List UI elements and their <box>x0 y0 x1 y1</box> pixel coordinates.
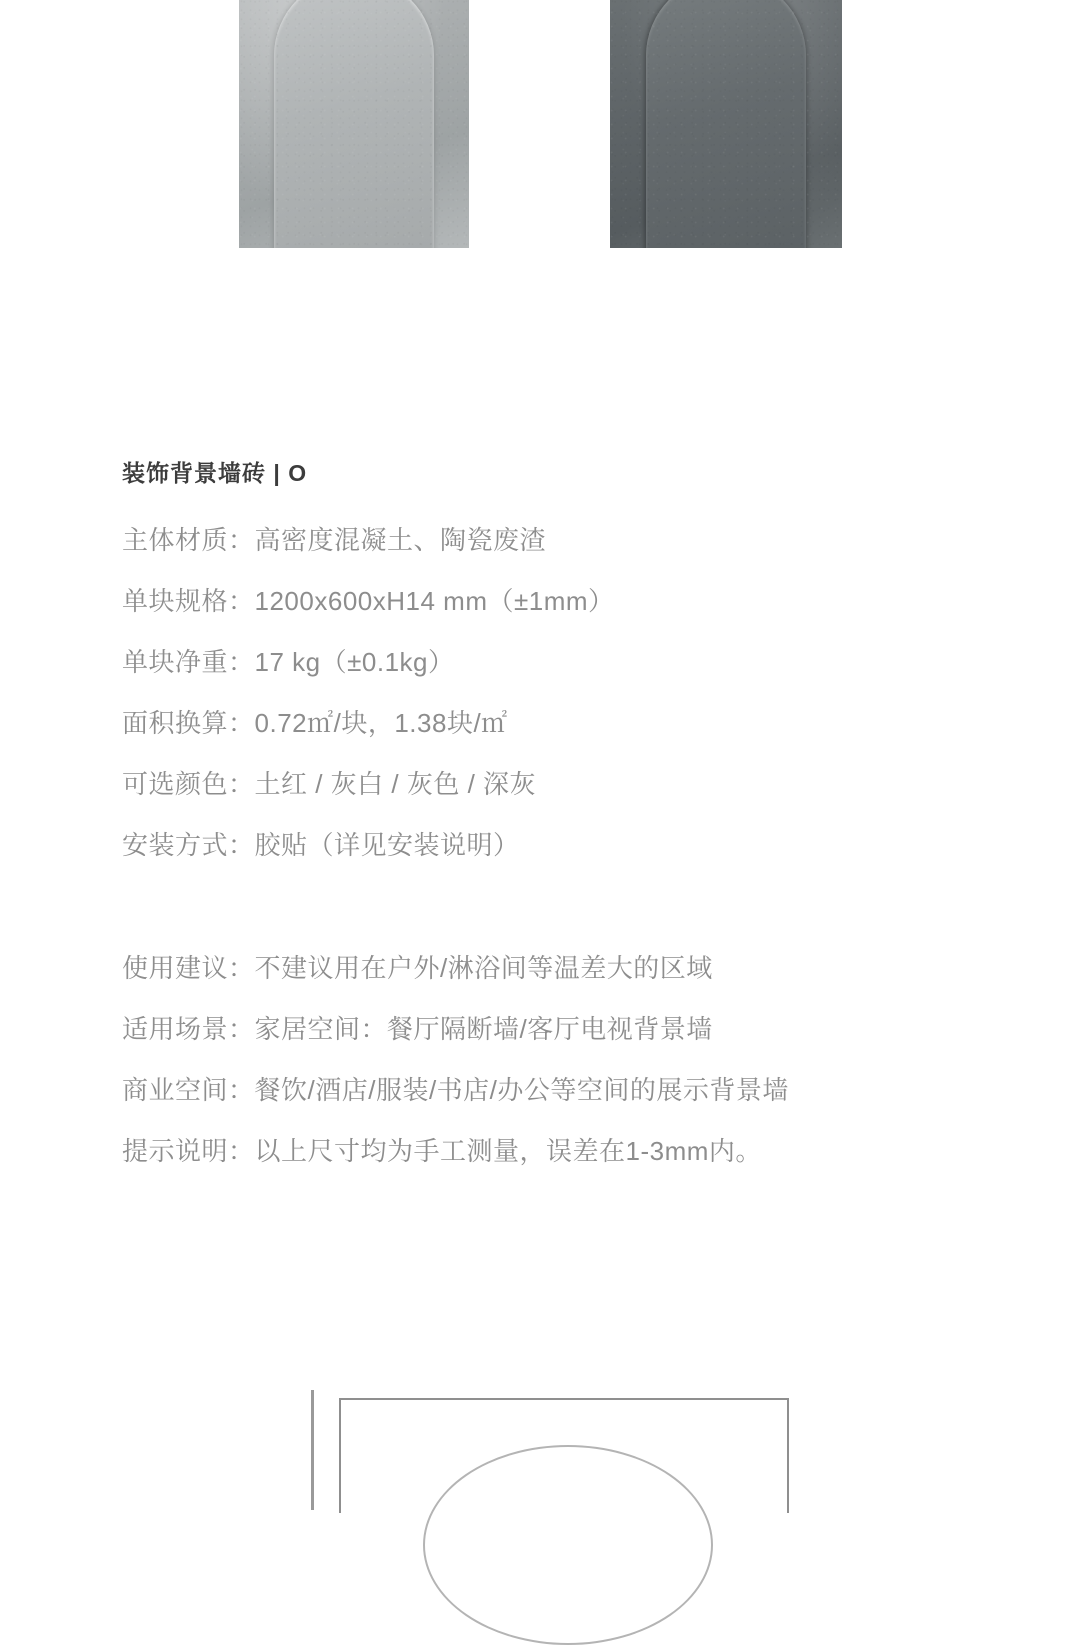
spec-label: 可选颜色： <box>122 769 255 799</box>
usage-value: 不建议用在户外/淋浴间等温差大的区域 <box>254 953 713 983</box>
spec-value: 胶贴（详见安装说明） <box>254 830 520 860</box>
spec-value: 1200x600xH14 mm（±1mm） <box>254 586 615 616</box>
usage-block <box>122 938 1062 1182</box>
usage-label: 适用场景： <box>122 1014 255 1044</box>
usage-value: 家居空间：餐厅隔断墙/客厅电视背景墙 <box>254 1014 713 1044</box>
tile-surface <box>610 0 842 248</box>
usage-row-home-scenes <box>122 999 1062 1060</box>
usage-row-commercial-scenes <box>122 1060 1062 1121</box>
usage-value: 以上尺寸均为手工测量，误差在1-3mm内。 <box>254 1136 762 1166</box>
usage-label: 商业空间： <box>122 1075 255 1105</box>
diagram-left-bracket <box>311 1390 314 1510</box>
spec-value: 17 kg（±0.1kg） <box>254 647 455 677</box>
usage-label: 使用建议： <box>122 953 255 983</box>
spec-value: 土红 / 灰白 / 灰色 / 深灰 <box>254 769 537 799</box>
product-image-gallery <box>0 0 1080 248</box>
spec-value: 高密度混凝土、陶瓷废渣 <box>254 525 547 555</box>
diagram-arch-curve <box>423 1445 713 1645</box>
spec-label: 主体材质： <box>122 525 255 555</box>
tile-surface <box>239 0 469 248</box>
spec-label: 单块规格： <box>122 586 255 616</box>
usage-row-note <box>122 1121 1062 1182</box>
spec-row-material <box>122 510 1022 571</box>
tile-profile-diagram <box>311 1390 791 1510</box>
spec-label: 单块净重： <box>122 647 255 677</box>
specification-block <box>122 455 1022 876</box>
usage-label: 提示说明： <box>122 1136 255 1166</box>
concrete-grain-texture <box>239 0 469 248</box>
spec-value: 0.72㎡/块，1.38块/㎡ <box>254 708 508 738</box>
usage-value: 餐饮/酒店/服装/书店/办公等空间的展示背景墙 <box>254 1075 789 1105</box>
spec-row-area <box>122 693 1022 754</box>
usage-row-recommendation <box>122 938 1062 999</box>
spec-row-weight <box>122 632 1022 693</box>
product-image-light-gray[interactable] <box>239 0 469 248</box>
spec-label: 安装方式： <box>122 830 255 860</box>
spec-row-dimensions <box>122 571 1022 632</box>
product-title: 装饰背景墙砖 | O <box>122 460 308 486</box>
product-image-dark-gray[interactable] <box>610 0 842 248</box>
spec-label: 面积换算： <box>122 708 255 738</box>
spec-row-installation <box>122 815 1022 876</box>
spec-row-colors <box>122 754 1022 815</box>
concrete-grain-texture <box>610 0 842 248</box>
